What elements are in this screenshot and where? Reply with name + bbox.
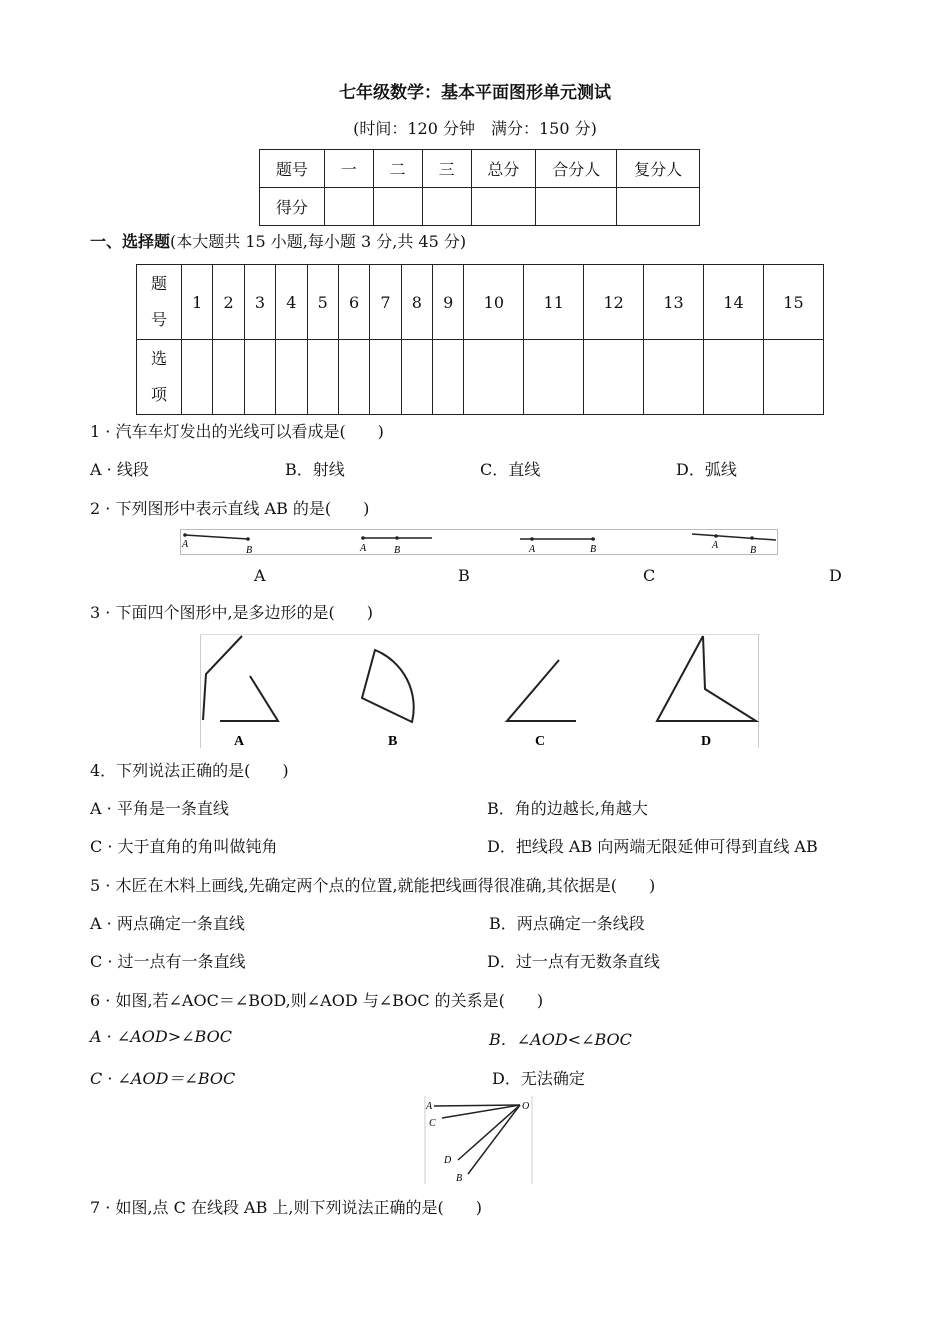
answer-number-cell: 14 xyxy=(704,265,764,340)
q3-figure-b xyxy=(362,650,414,722)
q6-point-o: O xyxy=(522,1101,530,1112)
page-subtitle: (时间：120 分钟 满分：150 分) xyxy=(353,119,597,138)
answer-choice-cell[interactable] xyxy=(584,340,644,415)
q6-option-c[interactable]: C · ∠AOD＝∠BOC xyxy=(90,1069,236,1088)
answer-choice-cell[interactable] xyxy=(244,340,275,415)
q3-figure xyxy=(200,634,760,748)
question-5-stem: 5 · 木匠在木料上画线,先确定两个点的位置,就能把线画得很准确,其依据是( ) xyxy=(90,876,656,895)
q2d-point-b: B xyxy=(750,545,757,555)
q3-figure-a xyxy=(203,636,278,721)
answer-row-label-text: 题号 xyxy=(150,274,167,329)
q6-option-d[interactable]: D．无法确定 xyxy=(492,1069,585,1088)
q2-label-c[interactable]: C xyxy=(643,566,656,585)
score-header: 一 xyxy=(324,150,373,188)
score-cell[interactable] xyxy=(471,188,536,226)
answer-number-cell: 3 xyxy=(244,265,275,340)
answer-number-cell: 12 xyxy=(584,265,644,340)
answer-choice-cell[interactable] xyxy=(644,340,704,415)
score-row-label: 得分 xyxy=(260,188,325,226)
score-header: 二 xyxy=(373,150,422,188)
section-note: (本大题共 15 小题,每小题 3 分,共 45 分) xyxy=(170,232,467,251)
q2b-point-a: A xyxy=(360,543,367,554)
score-header: 总分 xyxy=(471,150,536,188)
question-2-stem: 2 · 下列图形中表示直线 AB 的是( ) xyxy=(90,499,370,518)
answer-number-cell: 4 xyxy=(276,265,307,340)
q3-label-a[interactable]: A xyxy=(234,734,245,748)
score-header: 合分人 xyxy=(536,150,617,188)
answer-row-label xyxy=(137,340,182,415)
answer-number-cell: 9 xyxy=(433,265,464,340)
score-header: 题号 xyxy=(260,150,325,188)
score-table xyxy=(259,149,700,226)
answer-choice-cell[interactable] xyxy=(704,340,764,415)
score-cell[interactable] xyxy=(536,188,617,226)
score-cell[interactable] xyxy=(617,188,700,226)
q4-option-c[interactable]: C · 大于直角的角叫做钝角 xyxy=(90,837,278,856)
question-1-stem: 1 · 汽车车灯发出的光线可以看成是( ) xyxy=(90,422,384,441)
section-title: 一、选择题 xyxy=(90,232,171,251)
answer-choice-cell[interactable] xyxy=(338,340,369,415)
q2-label-b[interactable]: B xyxy=(458,566,470,585)
answer-table xyxy=(136,264,824,415)
q2-label-a[interactable]: A xyxy=(254,566,266,585)
q4-option-a[interactable]: A · 平角是一条直线 xyxy=(90,799,229,818)
answer-number-cell: 6 xyxy=(338,265,369,340)
q2b-point-b: B xyxy=(394,545,401,555)
question-7-stem: 7 · 如图,点 C 在线段 AB 上,则下列说法正确的是( ) xyxy=(90,1198,482,1217)
q3-label-c[interactable]: C xyxy=(535,734,546,748)
page-title: 七年级数学：基本平面图形单元测试 xyxy=(339,83,611,103)
q5-option-d[interactable]: D．过一点有无数条直线 xyxy=(487,952,660,971)
question-3-stem: 3 · 下面四个图形中,是多边形的是( ) xyxy=(90,603,374,622)
question-4-stem: 4．下列说法正确的是( ) xyxy=(90,761,289,780)
q1-option-d[interactable]: D．弧线 xyxy=(676,460,737,479)
answer-number-cell: 8 xyxy=(401,265,432,340)
answer-choice-cell[interactable] xyxy=(433,340,464,415)
q6-point-c: C xyxy=(429,1118,436,1129)
q2-figure-b xyxy=(359,536,432,555)
answer-number-cell: 10 xyxy=(464,265,524,340)
q3-label-b[interactable]: B xyxy=(388,734,398,748)
q3-figure-d xyxy=(657,636,756,721)
q2-figure xyxy=(180,529,778,555)
answer-choice-cell[interactable] xyxy=(763,340,823,415)
answer-row-label xyxy=(137,265,182,340)
q1-option-a[interactable]: A · 线段 xyxy=(90,460,149,479)
q2c-point-a: A xyxy=(529,544,536,555)
q4-option-d[interactable]: D．把线段 AB 向两端无限延伸可得到直线 AB xyxy=(487,837,818,856)
section-heading xyxy=(90,229,466,252)
q2a-point-a: A xyxy=(182,539,189,550)
score-cell[interactable] xyxy=(324,188,373,226)
answer-number-cell: 13 xyxy=(644,265,704,340)
answer-choice-cell[interactable] xyxy=(307,340,338,415)
score-cell[interactable] xyxy=(373,188,422,226)
q5-option-b[interactable]: B．两点确定一条线段 xyxy=(489,914,645,933)
answer-number-cell: 1 xyxy=(182,265,213,340)
q3-label-d[interactable]: D xyxy=(701,734,712,748)
q5-option-c[interactable]: C · 过一点有一条直线 xyxy=(90,952,246,971)
answer-number-cell: 11 xyxy=(524,265,584,340)
q2-figure-a xyxy=(181,533,252,555)
q2-label-d[interactable]: D xyxy=(829,566,842,585)
answer-row-label-text: 选项 xyxy=(150,349,167,404)
q6-point-d: D xyxy=(444,1155,452,1166)
q2c-point-b: B xyxy=(590,544,597,555)
answer-choice-cell[interactable] xyxy=(370,340,401,415)
q6-option-a[interactable]: A · ∠AOD>∠BOC xyxy=(90,1027,232,1046)
q6-point-a: A xyxy=(426,1101,433,1112)
answer-choice-cell[interactable] xyxy=(524,340,584,415)
q1-option-c[interactable]: C．直线 xyxy=(480,460,541,479)
answer-number-cell: 2 xyxy=(213,265,244,340)
q1-option-b[interactable]: B．射线 xyxy=(285,460,345,479)
q6-option-b[interactable]: B．∠AOD<∠BOC xyxy=(489,1030,632,1049)
answer-number-cell: 7 xyxy=(370,265,401,340)
answer-choice-cell[interactable] xyxy=(276,340,307,415)
q2-figure-d xyxy=(692,534,776,555)
score-header: 三 xyxy=(422,150,471,188)
q6-figure xyxy=(424,1096,534,1184)
answer-number-cell: 15 xyxy=(763,265,823,340)
q2d-point-a: A xyxy=(712,540,719,551)
q2a-point-b: B xyxy=(246,545,253,555)
q2-figure-c xyxy=(520,537,596,555)
answer-choice-cell[interactable] xyxy=(464,340,524,415)
answer-choice-cell[interactable] xyxy=(401,340,432,415)
q3-figure-c xyxy=(507,660,576,721)
q6-point-b: B xyxy=(456,1173,463,1184)
answer-choice-cell[interactable] xyxy=(182,340,213,415)
score-cell[interactable] xyxy=(422,188,471,226)
question-6-stem: 6 · 如图,若∠AOC＝∠BOD,则∠AOD 与∠BOC 的关系是( ) xyxy=(90,991,544,1010)
answer-number-cell: 5 xyxy=(307,265,338,340)
q5-option-a[interactable]: A · 两点确定一条直线 xyxy=(90,914,245,933)
score-header: 复分人 xyxy=(617,150,700,188)
q4-option-b[interactable]: B．角的边越长,角越大 xyxy=(487,799,648,818)
answer-choice-cell[interactable] xyxy=(213,340,244,415)
